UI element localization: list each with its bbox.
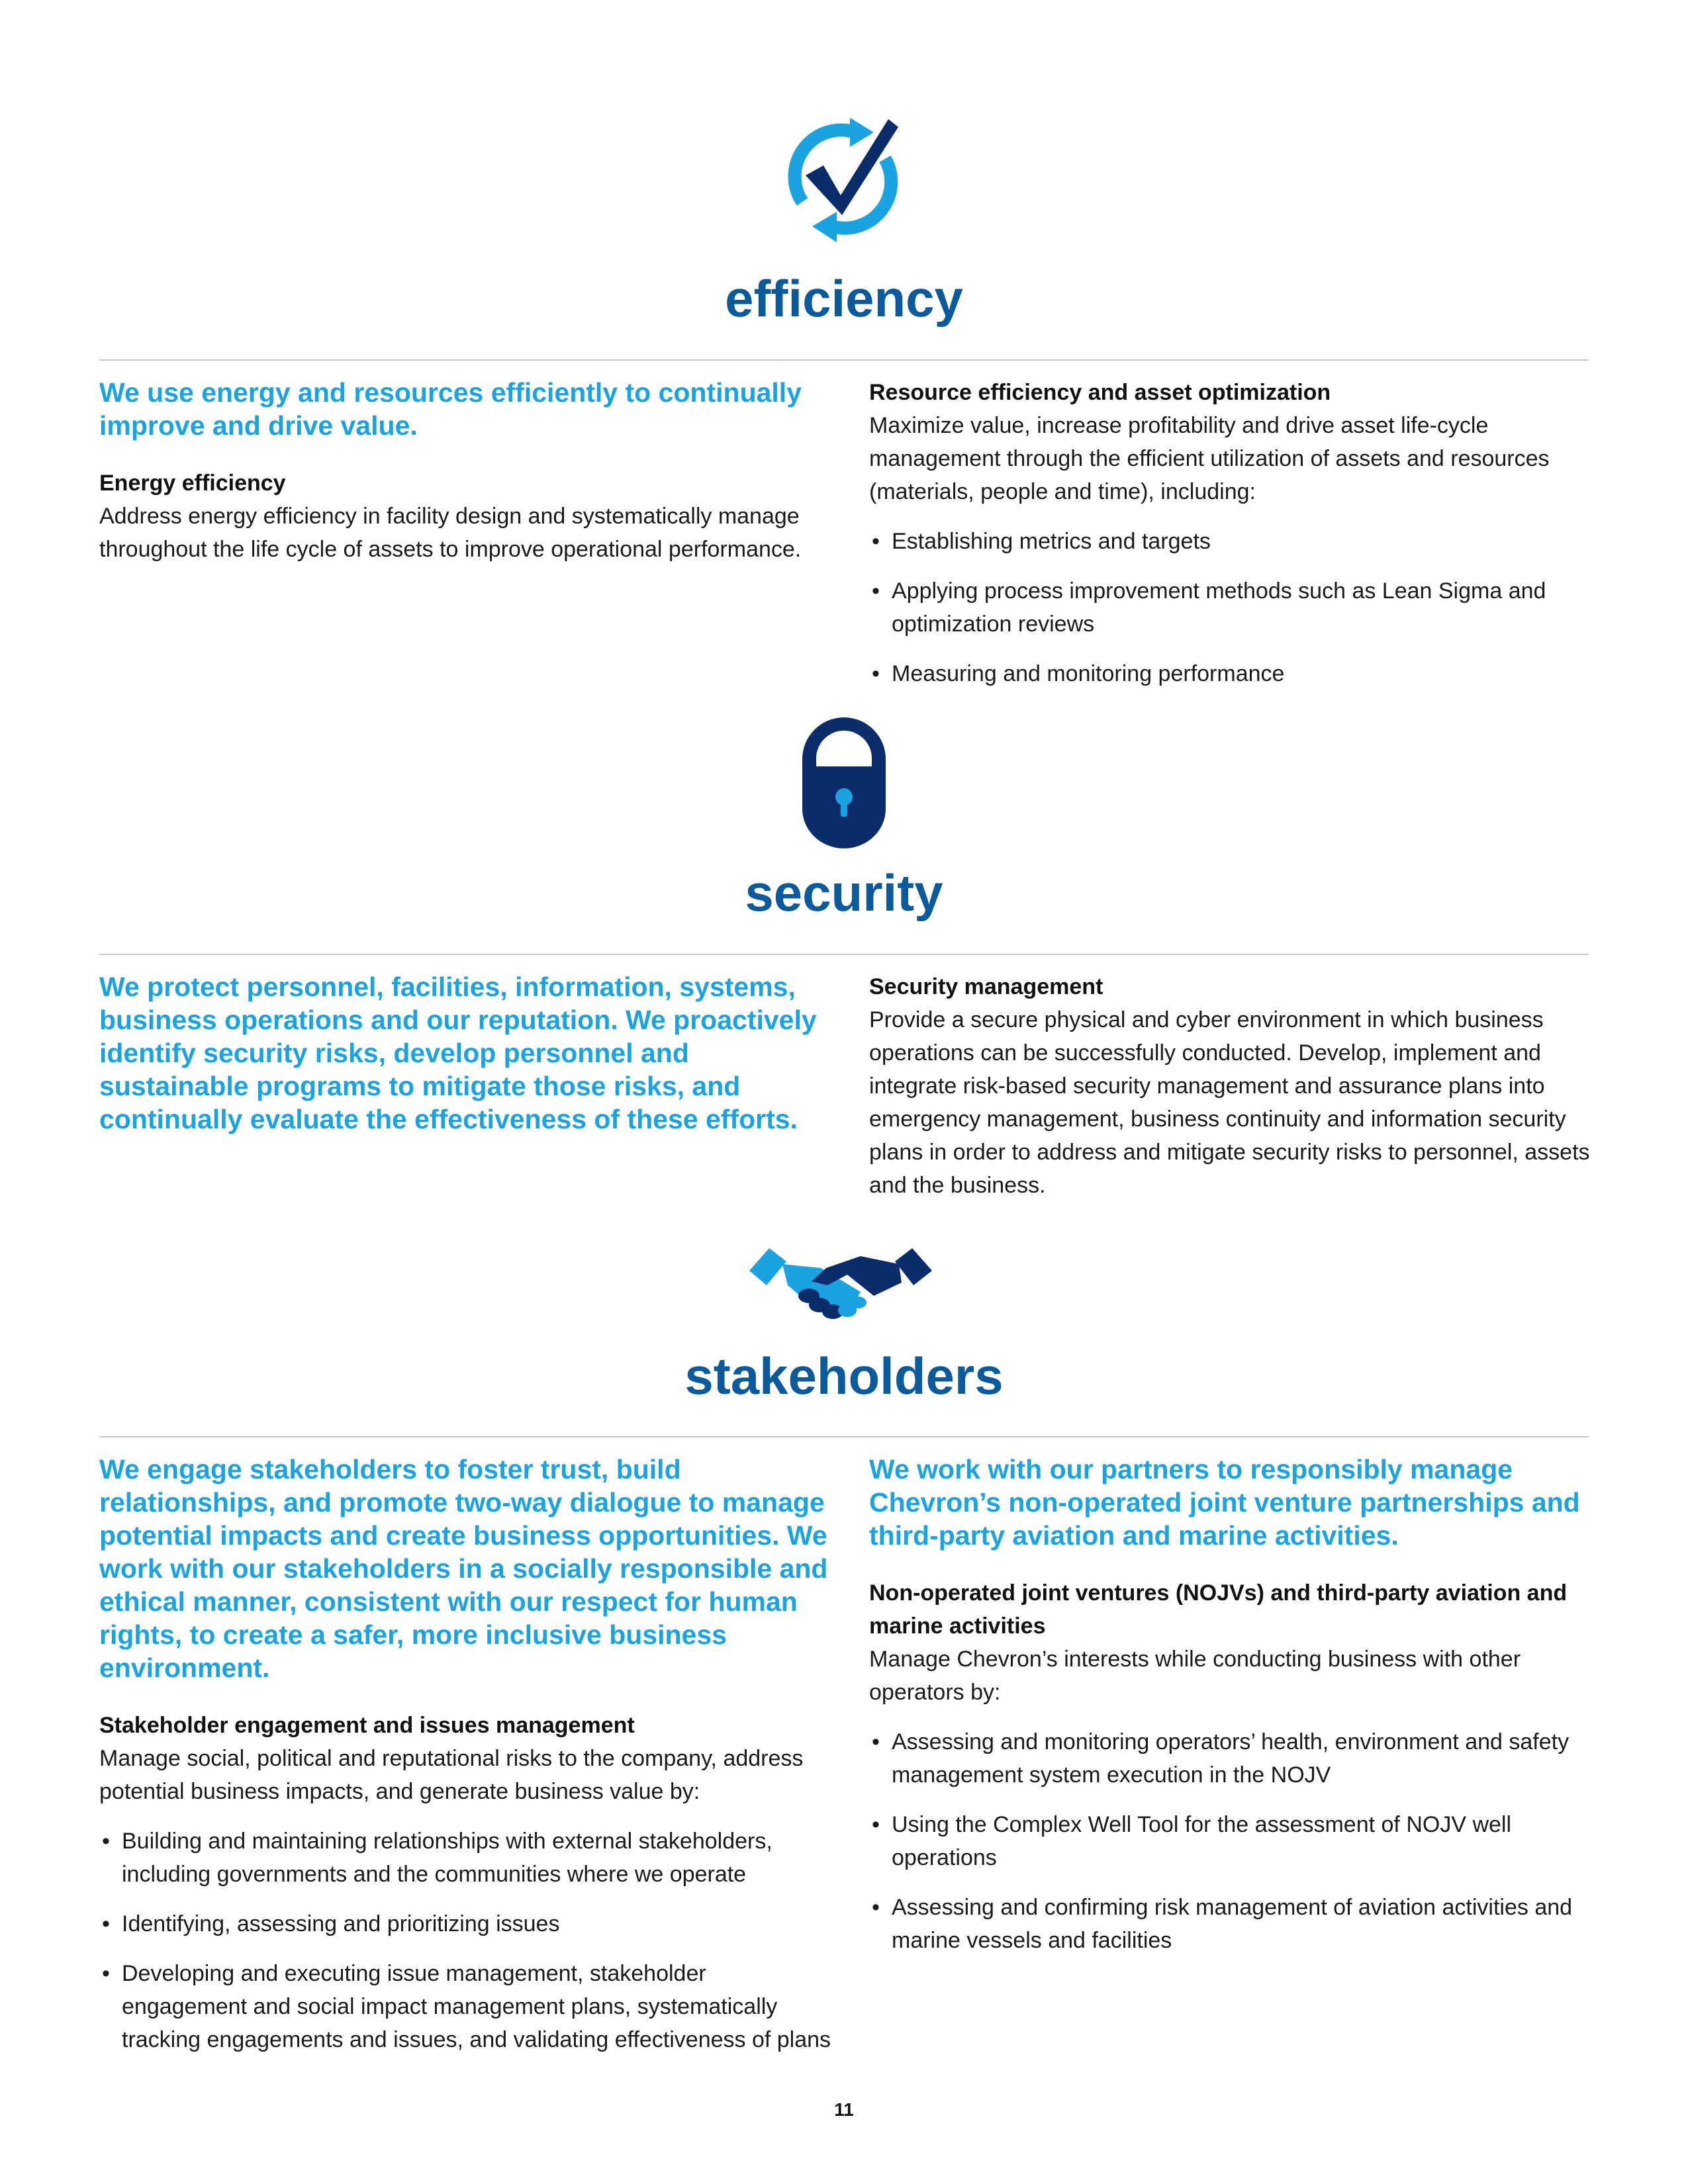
security-padlock-icon (801, 716, 887, 848)
efficiency-right-column (869, 376, 1604, 690)
security-left-column (99, 970, 827, 1136)
energy-efficiency-body: Address energy efficiency in facility design and systematically manage throughout the life cycle of assets to improve operational performance. (99, 504, 802, 562)
efficiency-title: efficiency (725, 269, 963, 328)
stakeholders-left-column (99, 1453, 834, 2056)
list-item: • Assessing and monitoring operators’ health, environment and safety management system execution in the NOJV (869, 1725, 1604, 1792)
stakeholder-engagement-heading: Stakeholder engagement and issues management (99, 1713, 635, 1738)
list-item: • Measuring and monitoring performance (869, 657, 1604, 690)
energy-efficiency-heading: Energy efficiency (99, 471, 286, 496)
list-item: • Assessing and confirming risk management of aviation activities and marine vessels and facilities (869, 1891, 1604, 1957)
security-divider (99, 954, 1589, 955)
security-management-heading: Security management (869, 974, 1103, 999)
list-item: • Establishing metrics and targets (869, 525, 1604, 558)
list-item: • Identifying, assessing and prioritizing issues (99, 1907, 834, 1940)
efficiency-divider (99, 359, 1589, 361)
page-number: 11 (834, 2099, 854, 2120)
security-management-body: Provide a secure physical and cyber environment in which business operations can be successfully conducted. Develop, implement and integrate risk-based security management and assurance plans into emergency management, business continuity and information security plans in order to address and mitigate security risks to personnel, assets and the business. (869, 1007, 1590, 1198)
nojv-list (869, 1725, 1604, 1957)
list-item: • Developing and executing issue management, stakeholder engagement and social impact management plans, systematically tracking engagements and issues, and validating effectiveness of plans (99, 1957, 834, 2056)
stakeholders-lead-left: We engage stakeholders to foster trust, build relationships, and promote two-way dialogue to manage potential impacts and create business opportunities. We work with our stakeholders in a socially responsible and ethical manner, consistent with our respect for human rights, to create a safer, more inclusive business environment. (99, 1454, 828, 1683)
list-item: • Building and maintaining relationships with external stakeholders, including governments and the communities where we operate (99, 1825, 834, 1891)
stakeholders-handshake-icon (748, 1244, 933, 1324)
efficiency-check-cycle-icon (776, 113, 908, 245)
efficiency-left-column (99, 376, 827, 566)
stakeholder-engagement-list (99, 1825, 834, 2056)
nojv-body: Manage Chevron’s interests while conducting business with other operators by: (869, 1647, 1521, 1705)
stakeholder-engagement-body: Manage social, political and reputational risks to the company, address potential business impacts, and generate business value by: (99, 1746, 804, 1804)
stakeholders-right-column (869, 1453, 1604, 1957)
security-lead: We protect personnel, facilities, information, systems, business operations and our reputation. We proactively identify security risks, develop personnel and sustainable programs to mitigate those risks, and continually evaluate the effectiveness of these efforts. (99, 972, 817, 1134)
security-right-column (869, 970, 1604, 1202)
list-item: • Applying process improvement methods such as Lean Sigma and optimization reviews (869, 574, 1604, 641)
resource-efficiency-list (869, 525, 1604, 690)
stakeholders-divider (99, 1436, 1589, 1437)
resource-efficiency-heading: Resource efficiency and asset optimization (869, 380, 1331, 405)
list-item: • Using the Complex Well Tool for the assessment of NOJV well operations (869, 1808, 1604, 1874)
nojv-heading: Non-operated joint ventures (NOJVs) and third-party aviation and marine activities (869, 1580, 1568, 1639)
resource-efficiency-body: Maximize value, increase profitability and drive asset life-cycle management through the efficient utilization of assets and resources (materials, people and time), including: (869, 413, 1550, 504)
security-title: security (745, 864, 943, 922)
stakeholders-lead-right: We work with our partners to responsibly manage Chevron’s non-operated joint venture partnerships and third-party aviation and marine activities. (869, 1454, 1580, 1551)
efficiency-lead: We use energy and resources efficiently to continually improve and drive value. (99, 377, 802, 441)
stakeholders-title: stakeholders (684, 1347, 1004, 1405)
